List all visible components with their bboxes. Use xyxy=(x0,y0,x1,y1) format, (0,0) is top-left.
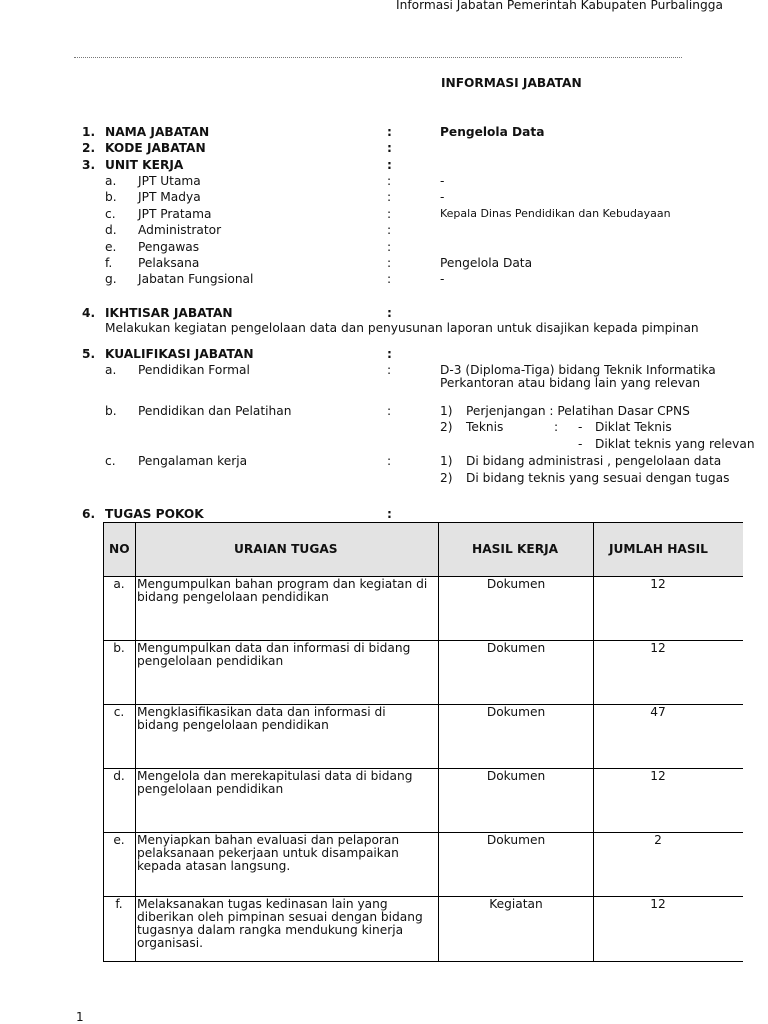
unit-kerja-value: Pengelola Data xyxy=(440,256,533,270)
colon: : xyxy=(387,507,392,521)
colon: : xyxy=(387,363,392,377)
unit-kerja-label: Administrator xyxy=(138,223,222,237)
colon: : xyxy=(387,174,392,188)
row-jumlah: 12 xyxy=(650,769,666,783)
section-label-unit-kerja: UNIT KERJA xyxy=(105,158,184,172)
pengalaman-item: Di bidang teknis yang sesuai dengan tugas xyxy=(466,471,730,485)
row-hasil: Dokumen xyxy=(486,641,546,655)
row-uraian: Mengelola dan merekapitulasi data di bidang pengelolaan pendidikan xyxy=(137,769,413,796)
ikhtisar-text: Melakukan kegiatan pengelolaan data dan penyusunan laporan untuk disajikan kepada pimpinan xyxy=(105,321,699,335)
row-jumlah: 12 xyxy=(650,897,666,911)
section-number: 5. xyxy=(82,347,96,361)
section-label-nama-jabatan: NAMA JABATAN xyxy=(105,125,210,139)
diklat-teknis-label: Teknis xyxy=(466,420,504,434)
row-uraian: Mengumpulkan bahan program dan kegiatan di bidang pengelolaan pendidikan xyxy=(137,577,428,604)
colon: : xyxy=(387,347,392,361)
colon: : xyxy=(387,158,392,172)
list-number: 2) xyxy=(440,471,453,485)
list-number: 2) xyxy=(440,420,453,434)
section-number: 6. xyxy=(82,507,96,521)
item-letter: a. xyxy=(105,363,117,377)
unit-kerja-label: JPT Utama xyxy=(138,174,201,188)
section-number: 2. xyxy=(82,141,96,155)
colon: : xyxy=(387,404,392,418)
colon: : xyxy=(387,256,392,270)
row-jumlah: 2 xyxy=(654,833,662,847)
colon: : xyxy=(387,223,392,237)
row-uraian: Melaksanakan tugas kedinasan lain yang diberikan oleh pimpinan sesuai dengan bidang tugasnya dalam rangka mendukung kinerja organisasi. xyxy=(137,897,423,950)
section-label-kualifikasi: KUALIFIKASI JABATAN xyxy=(105,347,254,361)
running-header: Informasi Jabatan Pemerintah Kabupaten Purbalingga xyxy=(396,0,723,12)
unit-kerja-value: - xyxy=(440,174,445,188)
item-letter: f. xyxy=(105,256,113,270)
unit-kerja-label: JPT Pratama xyxy=(138,207,212,221)
bullet-dash: - xyxy=(578,437,583,451)
document-title: INFORMASI JABATAN xyxy=(441,76,582,90)
colon: : xyxy=(387,240,392,254)
colon: : xyxy=(387,454,392,468)
colon: : xyxy=(387,272,392,286)
unit-kerja-value: Kepala Dinas Pendidikan dan Kebudayaan xyxy=(440,207,671,220)
col-header-no: NO xyxy=(109,542,130,556)
unit-kerja-label: Jabatan Fungsional xyxy=(138,272,254,286)
item-letter: b. xyxy=(105,404,117,418)
colon: : xyxy=(554,420,559,434)
page-number: 1 xyxy=(76,1010,84,1024)
item-letter: c. xyxy=(105,207,116,221)
unit-kerja-value: - xyxy=(440,272,445,286)
row-no: a. xyxy=(113,577,125,591)
row-hasil: Dokumen xyxy=(486,833,546,847)
header-divider xyxy=(74,57,682,58)
unit-kerja-label: JPT Madya xyxy=(138,190,201,204)
section-label-kode-jabatan: KODE JABATAN xyxy=(105,141,206,155)
pendidikan-formal-line2: Perkantoran atau bidang lain yang relevan xyxy=(440,376,701,390)
pendidikan-formal-label: Pendidikan Formal xyxy=(138,363,250,377)
unit-kerja-label: Pengawas xyxy=(138,240,200,254)
row-no: e. xyxy=(113,833,125,847)
diklat-perjenjangan: Perjenjangan : Pelatihan Dasar CPNS xyxy=(466,404,690,418)
section-label-ikhtisar: IKHTISAR JABATAN xyxy=(105,306,233,320)
col-header-uraian: URAIAN TUGAS xyxy=(234,542,338,556)
row-hasil: Dokumen xyxy=(486,705,546,719)
row-hasil: Dokumen xyxy=(486,577,546,591)
row-hasil: Kegiatan xyxy=(489,897,543,911)
bullet-dash: - xyxy=(578,420,583,434)
diklat-teknis-relevan: Diklat teknis yang relevan xyxy=(595,437,755,451)
pendidikan-formal-line1: D-3 (Diploma-Tiga) bidang Teknik Informatika xyxy=(440,363,716,377)
row-jumlah: 47 xyxy=(650,705,666,719)
colon: : xyxy=(387,190,392,204)
row-hasil: Dokumen xyxy=(486,769,546,783)
row-jumlah: 12 xyxy=(650,641,666,655)
row-no: b. xyxy=(113,641,125,655)
list-number: 1) xyxy=(440,404,453,418)
section-label-tugas-pokok: TUGAS POKOK xyxy=(105,507,204,521)
section-number: 1. xyxy=(82,125,96,139)
item-letter: c. xyxy=(105,454,116,468)
row-jumlah: 12 xyxy=(650,577,666,591)
row-uraian: Menyiapkan bahan evaluasi dan pelaporan pelaksanaan pekerjaan untuk disampaikan kepada atasan langsung. xyxy=(137,833,400,873)
row-no: d. xyxy=(113,769,125,783)
diklat-label: Pendidikan dan Pelatihan xyxy=(138,404,292,418)
colon: : xyxy=(387,141,392,155)
item-letter: e. xyxy=(105,240,117,254)
unit-kerja-value: - xyxy=(440,190,445,204)
col-header-jumlah: JUMLAH HASIL xyxy=(609,542,708,556)
item-letter: d. xyxy=(105,223,117,237)
pengalaman-item: Di bidang administrasi , pengelolaan data xyxy=(466,454,722,468)
tugas-pokok-table xyxy=(103,522,708,962)
item-letter: b. xyxy=(105,190,117,204)
unit-kerja-label: Pelaksana xyxy=(138,256,200,270)
item-letter: a. xyxy=(105,174,117,188)
colon: : xyxy=(387,125,392,139)
item-letter: g. xyxy=(105,272,117,286)
section-number: 3. xyxy=(82,158,96,172)
diklat-teknis-value: Diklat Teknis xyxy=(595,420,672,434)
nama-jabatan-value: Pengelola Data xyxy=(440,125,545,139)
row-no: c. xyxy=(113,705,125,719)
row-no: f. xyxy=(115,897,123,911)
col-header-hasil: HASIL KERJA xyxy=(472,542,559,556)
pengalaman-label: Pengalaman kerja xyxy=(138,454,248,468)
row-uraian: Mengklasifikasikan data dan informasi di bidang pengelolaan pendidikan xyxy=(137,705,386,732)
colon: : xyxy=(387,306,392,320)
list-number: 1) xyxy=(440,454,453,468)
colon: : xyxy=(387,207,392,221)
row-uraian: Mengumpulkan data dan informasi di bidang pengelolaan pendidikan xyxy=(137,641,411,668)
section-number: 4. xyxy=(82,306,96,320)
